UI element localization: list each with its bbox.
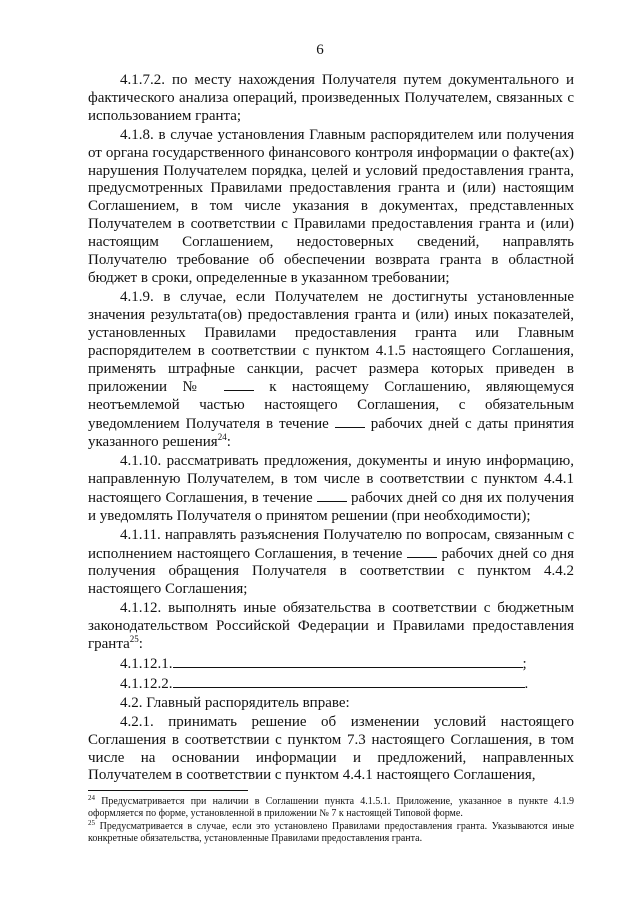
blank-obligation-line — [173, 675, 525, 688]
footnote-text: Предусматривается в случае, если это установлено Правилами предоставления гранта. Указываются иные конкретные обязательства, установленные Правилами предоставления гранта. — [88, 821, 575, 844]
blank-obligation-line — [173, 655, 523, 668]
paragraph-4-1-9-part-a: 4.1.9. в случае, если Получателем не достигнуты установленные значения результата(ов) предоставления гранта и (или) иных показателей, установленных Правилами предоставления гранта или Главным распорядителем в соответствии с пунктом 4.1.5 настоящего Соглашения, применять штрафные санкции, расчет размера которых приведен в приложении № — [88, 288, 574, 396]
paragraph-4-1-12-1 — [88, 655, 574, 674]
blank-appendix-number — [224, 378, 254, 391]
paragraph-4-1-9 — [88, 289, 574, 452]
paragraph-4-1-11 — [88, 527, 574, 600]
paragraph-4-1-10-part-a: 4.1.10. рассматривать предложения, документы и иную информацию, направленную Получателем, в том числе в соответствии с пунктом 4.4.1 настоящего Соглашения, в течение — [88, 453, 574, 506]
footnote-24 — [88, 796, 574, 820]
footnote-ref-25: 25 — [129, 634, 139, 645]
paragraph-4-1-11-part-a: 4.1.11. направлять разъяснения Получателю по вопросам, связанным с исполнением настоящего Соглашения, в течение — [88, 526, 574, 562]
paragraph-4-2: 4.2. Главный распорядитель вправе: — [120, 694, 350, 711]
colon-mark: : — [226, 434, 231, 451]
footnote-25 — [88, 821, 574, 845]
paragraph-4-1-9-part-c: рабочих дней с даты принятия указанного решения — [88, 416, 575, 451]
paragraph-4-1-11-part-b: рабочих дней со дня получения обращения Получателя в соответствии с пунктом 4.4.2 настоящего Соглашения; — [88, 545, 574, 598]
footnote-text: Предусматривается при наличии в Соглашении пункта 4.1.5.1. Приложение, указанное в пункте 4.1.9 оформляется по форме, установленной в приложении № 7 к настоящей Типовой форме. — [88, 796, 575, 819]
document-body — [88, 72, 574, 785]
footnote-number: 24 — [88, 794, 95, 802]
footnote-number: 25 — [88, 819, 95, 827]
item-number: 4.1.12.1. — [120, 656, 173, 672]
blank-days-count — [335, 415, 365, 428]
blank-days-count — [317, 489, 347, 502]
paragraph-4-1-7-2: 4.1.7.2. по месту нахождения Получателя путем документального и фактического анализа операций, произведенных Получателем, связанных с использованием гранта; — [88, 72, 574, 124]
paragraph-4-1-12-2 — [88, 675, 574, 694]
paragraph-4-1-8: 4.1.8. в случае установления Главным распорядителем или получения от органа государственного финансового контроля информации о факте(ах) нарушения Получателем порядка, целей и условий предоставления гранта, предусмотренных Правилами предоставления гранта и (или) настоящим Соглашением, в том числе указания в документах, представленных Получателем в соответствии с Правилами предоставления гранта и (или) настоящим Соглашением, недостоверных сведений, направлять Получателю требование об обеспечении возврата гранта в областной бюджет в сроки, определенные в указанном требовании; — [88, 126, 574, 286]
paragraph-4-1-9-part-b: к настоящему Соглашению, являющемуся неотъемлемой частью настоящего Соглашения, с обязательным уведомлением Получателя в течение — [88, 379, 575, 433]
semicolon-mark: ; — [522, 656, 527, 672]
paragraph-4-1-12 — [88, 600, 574, 654]
paragraph-4-1-10 — [88, 453, 574, 526]
period-mark: . — [524, 675, 529, 692]
footnote-ref-24: 24 — [217, 432, 227, 443]
paragraph-4-1-10-part-b: рабочих дней со дня их получения и уведомлять Получателя о принятом решении (при необходимости); — [88, 489, 574, 524]
page-number: 6 — [316, 42, 324, 58]
footnotes — [88, 796, 574, 846]
colon-mark: : — [138, 636, 143, 653]
paragraph-4-2-1: 4.2.1. принимать решение об изменении условий настоящего Соглашения в соответствии с пунктом 7.3 настоящего Соглашения, в том числе на основании информации и предложений, направленных Получателем в соответствии с пунктом 4.4.1 настоящего Соглашения, — [88, 713, 574, 784]
footnote-separator — [88, 790, 248, 791]
item-number: 4.1.12.2. — [120, 675, 173, 692]
blank-days-count — [407, 545, 437, 558]
paragraph-4-1-12-text: 4.1.12. выполнять иные обязательства в соответствии с бюджетным законодательством Российской Федерации и Правилами предоставления гранта — [88, 600, 574, 653]
